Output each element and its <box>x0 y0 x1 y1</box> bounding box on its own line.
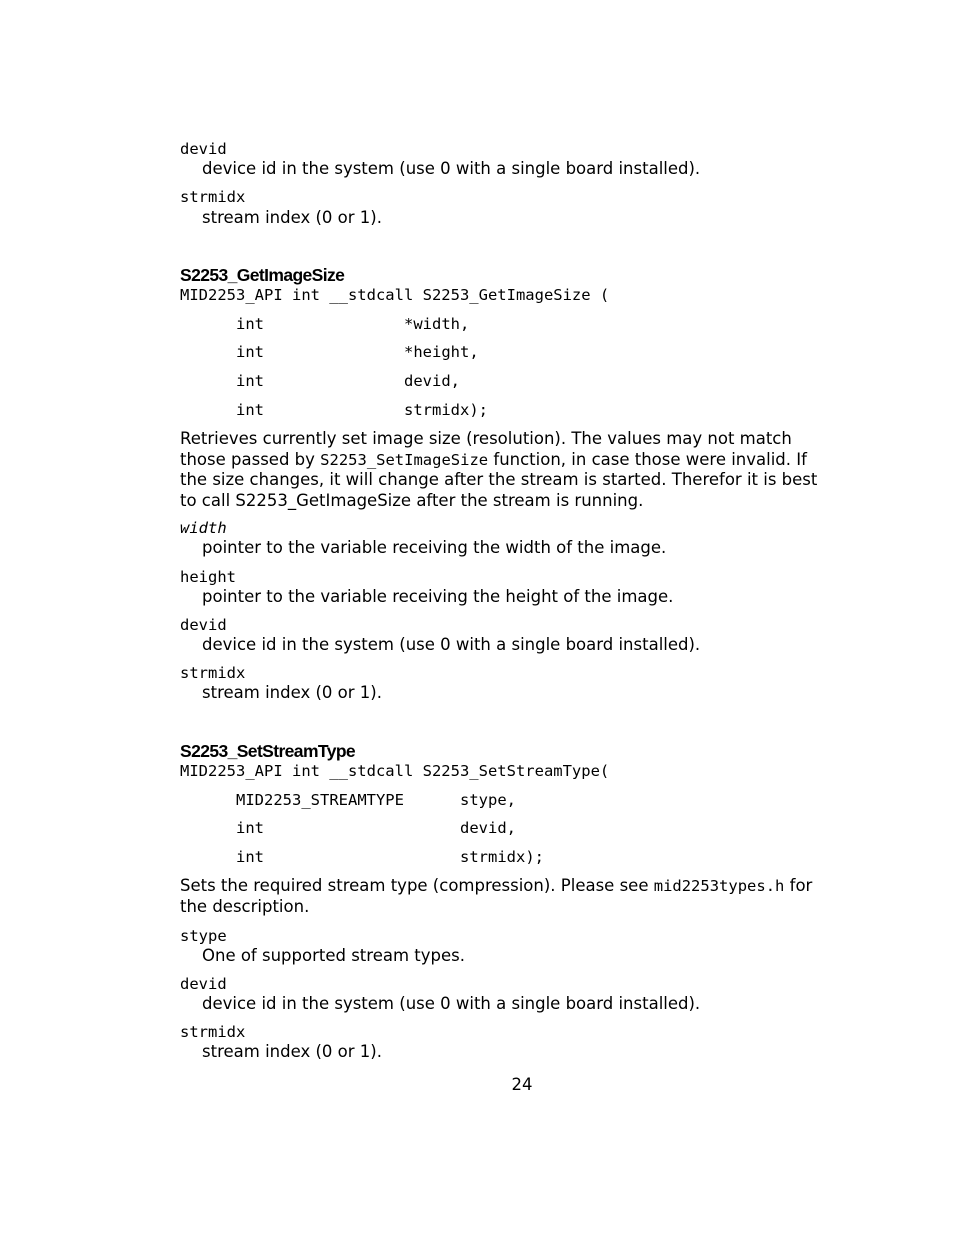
function-description <box>180 876 870 917</box>
text: function, in case those were invalid. If <box>488 449 807 469</box>
param-name-devid: devid <box>180 140 227 158</box>
arg-name: *height, <box>404 343 479 361</box>
arg-name: strmidx); <box>404 401 488 419</box>
arg-name: devid, <box>404 372 460 390</box>
param-desc-devid: device id in the system (use 0 with a single board installed). <box>202 159 701 178</box>
function-reference: S2253_SetImageSize <box>320 450 489 469</box>
param-name-width: width <box>180 519 227 537</box>
arg-name: strmidx); <box>460 848 544 866</box>
param-desc-height: pointer to the variable receiving the height of the image. <box>202 587 674 606</box>
param-desc-stype: One of supported stream types. <box>202 946 465 965</box>
param-name-devid: devid <box>180 975 227 993</box>
description-line <box>180 450 870 471</box>
param-desc-strmidx: stream index (0 or 1). <box>202 208 382 227</box>
arg-type: int <box>236 372 264 390</box>
description-line: the description. <box>180 896 310 916</box>
arg-name: stype, <box>460 791 516 809</box>
header-file-reference: mid2253types.h <box>653 877 785 895</box>
section-title-get-image-size: S2253_GetImageSize <box>180 265 345 285</box>
param-desc-devid: device id in the system (use 0 with a single board installed). <box>202 994 701 1013</box>
arg-type: int <box>236 401 264 419</box>
arg-name: *width, <box>404 315 470 333</box>
arg-type: int <box>236 343 264 361</box>
arg-name: devid, <box>460 819 516 837</box>
section-title-set-stream-type: S2253_SetStreamType <box>180 741 356 761</box>
arg-type: MID2253_STREAMTYPE <box>236 791 404 809</box>
param-desc-strmidx: stream index (0 or 1). <box>202 1042 382 1061</box>
param-name-strmidx: strmidx <box>180 664 246 682</box>
page-number: 24 <box>511 1075 533 1094</box>
text: for <box>784 876 813 895</box>
param-desc-strmidx: stream index (0 or 1). <box>202 683 382 702</box>
function-signature: MID2253_API int __stdcall S2253_SetStreamType( <box>180 762 610 780</box>
param-name-stype: stype <box>180 927 227 945</box>
arg-type: int <box>236 315 264 333</box>
param-desc-devid: device id in the system (use 0 with a single board installed). <box>202 635 701 654</box>
arg-type: int <box>236 848 264 866</box>
param-desc-width: pointer to the variable receiving the width of the image. <box>202 538 667 557</box>
text: those passed by <box>180 449 321 469</box>
description-line: to call S2253_GetImageSize after the stream is running. <box>180 490 644 510</box>
description-line: Retrieves currently set image size (resolution). The values may not match <box>180 429 792 448</box>
param-name-height: height <box>180 568 236 586</box>
description-line <box>180 876 870 897</box>
description-line: the size changes, it will change after the stream is started. Therefor it is best <box>180 470 818 489</box>
arg-type: int <box>236 819 264 837</box>
function-signature: MID2253_API int __stdcall S2253_GetImageSize ( <box>180 286 610 304</box>
function-description <box>180 429 870 511</box>
param-name-devid: devid <box>180 616 227 634</box>
param-name-strmidx: strmidx <box>180 188 246 206</box>
text: Sets the required stream type (compression). Please see <box>180 876 654 895</box>
param-name-strmidx: strmidx <box>180 1023 246 1041</box>
